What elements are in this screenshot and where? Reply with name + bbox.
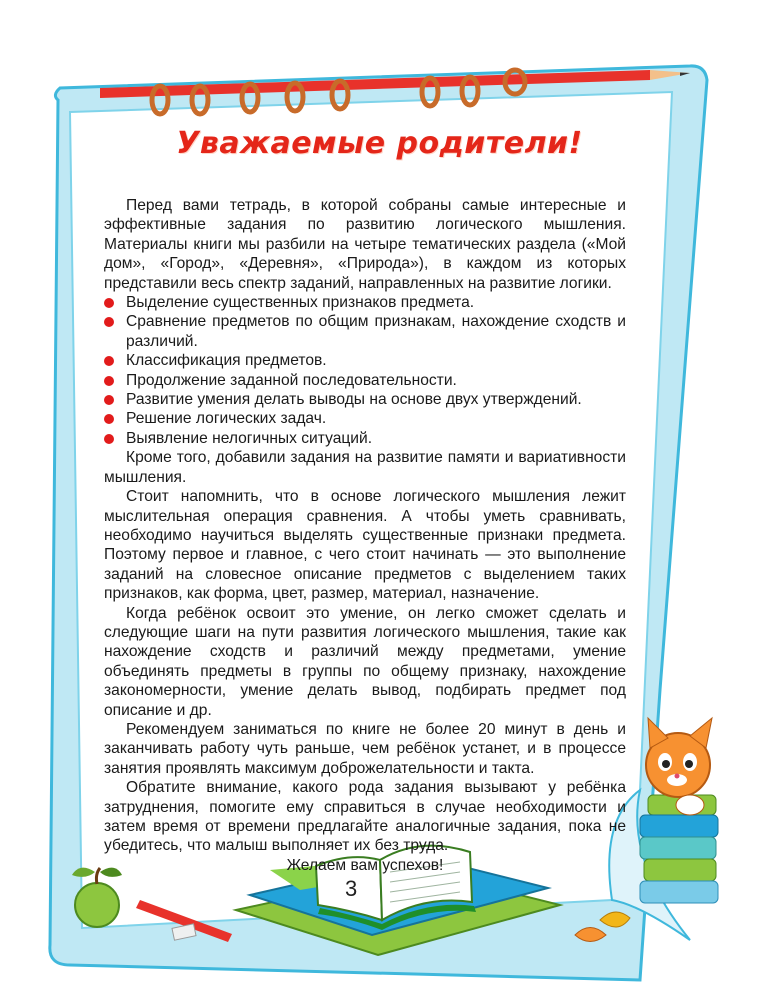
closing-wish: Желаем вам успехов! <box>286 856 444 874</box>
bullet-dot-icon <box>104 317 114 327</box>
body-paragraph: Рекомендуем заниматься по книге не более 20 минут в день и заканчивать работу чуть раньше, чем ребёнок устанет, и в процессе занятия проявлять максимум доброжелательности и такта. <box>104 720 626 777</box>
body-paragraph: Кроме того, добавили задания на развитие памяти и вариативности мышления. <box>104 449 626 486</box>
bullet-dot-icon <box>104 414 114 424</box>
list-item: Продолжение заданной последовательности. <box>104 371 626 390</box>
list-item: Выявление нелогичных ситуаций. <box>104 429 626 448</box>
apple-icon <box>72 868 122 927</box>
bullet-dot-icon <box>104 434 114 444</box>
bullet-dot-icon <box>104 376 114 386</box>
body-paragraph: Стоит напомнить, что в основе логического мышления лежит мыслительная операция сравнения. А чтобы уметь сравнивать, необходимо научиться выделять существенные признаки предмета. Поэтому первое и главное, с чего стоит начинать — это выполнение заданий на словесное описание предметов с выделением таких признаков, как форма, цвет, размер, материал, назначение. <box>104 488 626 603</box>
bullet-dot-icon <box>104 395 114 405</box>
list-item: Классификация предметов. <box>104 351 626 370</box>
bullet-dot-icon <box>104 298 114 308</box>
letter-body <box>104 196 626 875</box>
intro-paragraph: Перед вами тетрадь, в которой собраны самые интересные и эффективные задания по развитию логического мышления. Материалы книги мы разбили на четыре тематических раздела («Мой дом», «Город», «Деревня», «Природа»), в каждом из которых представили весь спектр заданий, направленных на развитие логики. <box>104 197 626 292</box>
page-number: 3 <box>345 876 358 901</box>
list-item: Сравнение предметов по общим признакам, нахождение сходств и различий. <box>104 312 626 351</box>
task-list <box>104 293 626 448</box>
bullet-dot-icon <box>104 356 114 366</box>
list-item: Решение логических задач. <box>104 409 626 428</box>
list-item: Выделение существенных признаков предмета. <box>104 293 626 312</box>
body-paragraph: Когда ребёнок освоит это умение, он легко сможет сделать и следующие шаги на пути развития логического мышления, такие как нахождение сходств и различий между предметами, умение объединять предметы в группы по общему признаку, нахождение закономерности, умение делать вывод, подбирать предмет под описание и др. <box>104 604 626 719</box>
body-paragraph: Обратите внимание, какого рода задания вызывают у ребёнка затруднения, помогите ему справиться в случае необходимости и затем время от времени предлагайте аналогичные задания, пока не убедитесь, что малыш выполняет их без труда. <box>104 779 626 855</box>
page-title: Уважаемые родители! <box>176 126 583 161</box>
list-item: Развитие умения делать выводы на основе двух утверждений. <box>104 390 626 409</box>
